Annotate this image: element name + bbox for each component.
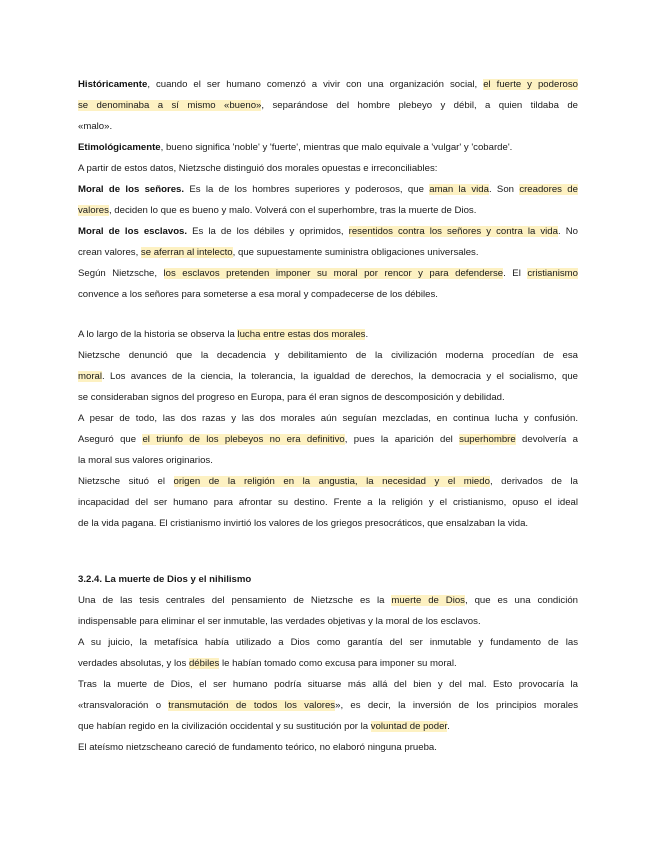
text-run: Es la de los hombres superiores y poderosos, que [184, 184, 430, 195]
paragraph-transvaloracion [78, 674, 578, 695]
paragraph-transvaloracion-line3 [78, 716, 578, 737]
spacer [78, 305, 578, 324]
paragraph-intro-morales: A partir de estos datos, Nietzsche distinguió dos morales opuestas e irreconciliables: [78, 163, 438, 174]
paragraph-religion-line2 [78, 492, 578, 513]
text-run: », es decir, la inversión de los principios morales [335, 700, 578, 711]
highlight: voluntad de poder [370, 721, 448, 732]
text-run: de la vida pagana. El cristianismo invirtió los valores de los griegos presocráticos, que ensalzaban la vida. [78, 518, 529, 529]
text-run: . El [503, 268, 528, 279]
paragraph-etimologicamente [78, 137, 578, 158]
highlight: lucha entre estas dos morales [237, 329, 366, 340]
paragraph-historicamente-line2 [78, 95, 578, 116]
text-run: le habían tomado como excusa para imponer su moral. [219, 658, 457, 669]
paragraph-moral-senores [78, 179, 578, 200]
paragraph-moral-senores-line2 [78, 200, 578, 221]
text-run: que habían regido en la civilización occidental y su sustitución por la [78, 721, 371, 732]
highlight: muerte de Dios [391, 595, 465, 606]
text-run: Nietzsche denunció que la decadencia y debilitamiento de la civilización moderna procedían de esa [78, 350, 578, 361]
bold-term: Moral de los señores. [78, 184, 185, 195]
text-run: , cuando el ser humano comenzó a vivir con una organización social, [147, 79, 484, 90]
bold-term: Históricamente [78, 79, 148, 90]
text-run: Es la de los débiles y oprimidos, [187, 226, 349, 237]
text-run: Aseguró que [78, 434, 143, 445]
paragraph-historicamente-line3 [78, 116, 578, 137]
text-run: convence a los señores para someterse a esa moral y compadecerse de los débiles. [78, 289, 438, 300]
highlight: transmutación de todos los valores [168, 700, 336, 711]
paragraph-segun-nietzsche [78, 263, 578, 284]
text-run: crean valores, [78, 247, 141, 258]
text-run: devolvería a [515, 434, 578, 445]
text-run: la moral sus valores originarios. [78, 455, 213, 466]
text-run: Nietzsche situó el [78, 476, 174, 487]
highlight: origen de la religión en la angustia, la necesidad y el miedo [173, 476, 490, 487]
highlight: aman la vida [429, 184, 489, 195]
highlight: moral [78, 371, 102, 382]
paragraph-segun-nietzsche-line2 [78, 284, 578, 305]
paragraph-a-pesar-line3 [78, 450, 578, 471]
paragraph-muerte-dios-line2 [78, 611, 578, 632]
text-run: . [365, 329, 369, 340]
spacer [78, 534, 578, 569]
document-body [78, 74, 578, 758]
highlight: el fuerte y poderoso [483, 79, 578, 90]
highlight: débiles [188, 658, 220, 669]
paragraph-metafisica [78, 632, 578, 653]
highlight: se denominaba a sí mismo «bueno» [78, 100, 262, 111]
paragraph-ateismo: El ateísmo nietzscheano careció de fundamento teórico, no elaboró ninguna prueba. [78, 742, 437, 753]
paragraph-moral-esclavos-line2 [78, 242, 578, 263]
paragraph-muerte-dios [78, 590, 578, 611]
section-heading: 3.2.4. La muerte de Dios y el nihilismo [78, 574, 252, 585]
highlight: cristianismo [527, 268, 578, 279]
paragraph-metafisica-line2 [78, 653, 578, 674]
text-run: , derivados de la [489, 476, 578, 487]
text-run: . [447, 721, 450, 732]
highlight: el triunfo de los plebeyos no era definitivo [142, 434, 345, 445]
text-run: , que supuestamente suministra obligaciones universales. [232, 247, 479, 258]
text-run: «malo». [78, 121, 113, 132]
text-run: A pesar de todo, las dos razas y las dos morales aún seguían mezcladas, en continua lucha y confusión. [78, 413, 578, 424]
highlight: resentidos contra los señores y contra la vida [348, 226, 558, 237]
bold-term: Moral de los esclavos. [78, 226, 188, 237]
paragraph-transvaloracion-line2 [78, 695, 578, 716]
text-run: , pues la aparición del [344, 434, 460, 445]
text-run: verdades absolutas, y los [78, 658, 189, 669]
highlight: superhombre [459, 434, 516, 445]
paragraph-a-pesar [78, 408, 578, 429]
paragraph-lucha-morales [78, 324, 578, 345]
text-run: Una de las tesis centrales del pensamiento de Nietzsche es la [78, 595, 392, 606]
bold-term: Etimológicamente [78, 142, 161, 153]
text-run: indispensable para eliminar el ser inmutable, las verdades objetivas y la moral de los esclavos. [78, 616, 481, 627]
paragraph-decadencia-line3 [78, 387, 578, 408]
highlight: creadores de [519, 184, 578, 195]
paragraph-decadencia [78, 345, 578, 366]
text-run: , que es una condición [464, 595, 578, 606]
text-run: Según Nietzsche, [78, 268, 164, 279]
paragraph-decadencia-line2 [78, 366, 578, 387]
paragraph-religion [78, 471, 578, 492]
text-run: incapacidad del ser humano para afrontar su destino. Frente a la religión y el cristianismo, opuso el ideal [78, 497, 578, 508]
text-run: «transvaloración o [78, 700, 169, 711]
text-run: , deciden lo que es bueno y malo. Volverá con el superhombre, tras la muerte de Dios. [108, 205, 477, 216]
paragraph-religion-line3 [78, 513, 578, 534]
paragraph-a-pesar-line2 [78, 429, 578, 450]
text-run: se consideraban signos del progreso en Europa, para él eran signos de descomposición y debilidad. [78, 392, 505, 403]
paragraph-moral-esclavos [78, 221, 578, 242]
text-run: , separándose del hombre plebeyo y débil, a quien tildaba de [261, 100, 578, 111]
text-run: A lo largo de la historia se observa la [78, 329, 238, 340]
highlight: valores [78, 205, 109, 216]
text-run: , bueno significa 'noble' y 'fuerte', mientras que malo equivale a 'vulgar' y 'cobarde'. [160, 142, 513, 153]
highlight: los esclavos pretenden imponer su moral por rencor y para defenderse [163, 268, 504, 279]
paragraph-historicamente [78, 74, 578, 95]
text-run: Tras la muerte de Dios, el ser humano podría situarse más allá del bien y del mal. Esto provocaría la [78, 679, 578, 690]
text-run: . Los avances de la ciencia, la tolerancia, la igualdad de derechos, la democracia y el socialismo, que [102, 371, 578, 382]
text-run: A su juicio, la metafísica había utilizado a Dios como garantía del ser inmutable y fundamento de las [78, 637, 578, 648]
text-run: . Son [488, 184, 520, 195]
text-run: . No [557, 226, 578, 237]
highlight: se aferran al intelecto [140, 247, 233, 258]
